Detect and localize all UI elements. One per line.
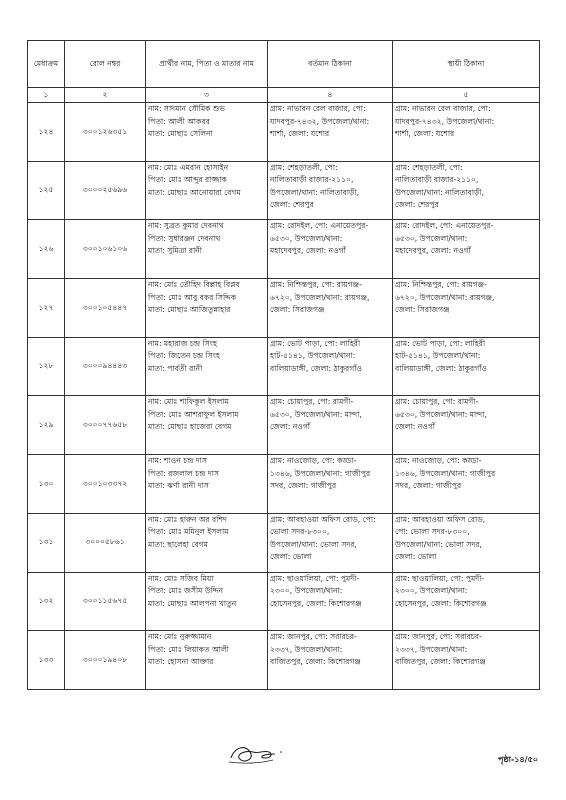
- address-line: উপজেলা/থানা: নালিতাবাড়ী,: [270, 187, 360, 197]
- serial-cell: ১৩২: [28, 572, 65, 631]
- address-line: ৬৭২০, উপজেলা/থানা: রায়গঞ্জ,: [395, 292, 495, 302]
- column-header-permanent-address: স্থায়ী ঠিকানা: [393, 41, 540, 88]
- present-address-cell: [268, 631, 393, 690]
- address-line: জেলা: সিরাজগঞ্জ: [270, 305, 325, 315]
- address-line: জেলা: সিরাজগঞ্জ: [395, 305, 450, 315]
- roll-cell: ৩০০০৯৪৪৪৩: [65, 337, 146, 396]
- candidate-info-line: নাম: মোঃ শাফিকুল ইসলাম: [148, 397, 229, 407]
- address-line: গ্রাম: নাওজোড়, পো: কড্ডা-: [395, 456, 482, 466]
- address-line: ৬৫৩০, উপজেলা/থানা:: [395, 233, 468, 243]
- address-line: পো: ভোলা সদর-৮৩০০,: [395, 527, 470, 537]
- candidate-info-line: পিতা: মোঃ আশরাফুল ইসলাম: [148, 409, 239, 419]
- address-line: ২৩০০, উপজেলা/থানা:: [270, 586, 343, 595]
- address-line: ৬৫৩০, উপজেলা/থানা:: [270, 233, 343, 243]
- address-line: হাট-৫১৪১, উপজেলা/থানা:: [395, 351, 481, 361]
- candidate-info-cell: [146, 455, 268, 514]
- address-line: গ্রাম: আবহাওয়া অফিস রোড,: [395, 514, 486, 524]
- table-row: [28, 279, 540, 338]
- roll-cell: ৩০০০২৫৬৯৬: [65, 161, 146, 220]
- roll-cell: ৩০০১১৫৬৭৫: [65, 572, 146, 631]
- roll-cell: ৩০০১২৬৩৫১: [65, 103, 146, 162]
- address-line: গ্রাম: রোদইল, পো: এনায়েতপুর-: [395, 221, 494, 231]
- table-row: [28, 161, 540, 220]
- address-line: গ্রাম: নাভারন রেল বাজার, পো:: [270, 104, 366, 113]
- candidate-info-line: মাতা: ছালেহা বেগম: [148, 539, 208, 549]
- address-line: গ্রাম: শেহড়াতলী, পো:: [395, 162, 463, 172]
- candidate-info-line: মাতা: মোছাঃ আজিতুন্নাহার: [148, 305, 231, 315]
- present-address-cell: [268, 513, 393, 572]
- candidate-info-line: পিতা: রজলাল চন্দ্র দাস: [148, 468, 219, 478]
- candidate-info-cell: [146, 513, 268, 572]
- address-line: গ্রাম: রোদইল, পো: এনায়েতপুর-: [270, 221, 369, 231]
- column-number: ৩: [146, 88, 268, 103]
- address-line: জেলা: ভোলা: [270, 552, 312, 562]
- candidate-info-line: পিতা: আলী আকবর: [148, 116, 210, 126]
- address-line: গ্রাম: ছাওয়ালিয়া, পো: পুমদী-: [395, 573, 485, 583]
- candidate-info-line: পিতা: মোঃ জসীম উদ্দিন: [148, 586, 224, 595]
- candidate-info-line: মাতা: ঝর্ণা রানী দাস: [148, 481, 209, 491]
- present-address-cell: [268, 572, 393, 631]
- address-line: শার্শা, জেলা: যশোর: [270, 129, 330, 138]
- candidate-info-line: পিতা: মোঃ আবু বকর সিদ্দিক: [148, 292, 237, 302]
- serial-cell: ১২৬: [28, 220, 65, 279]
- address-line: গ্রাম: শেহড়াতলী, পো:: [270, 162, 338, 172]
- address-line: গ্রাম: জানপুর, পো: সরারচর-: [270, 632, 357, 642]
- candidate-info-line: মাতা: মোছাঃ আনোয়ারা বেগম: [148, 187, 241, 197]
- candidate-info-line: নাম: মোঃ হারুন অর রশিদ: [148, 514, 227, 524]
- page-number: পৃষ্ঠা-১৪/৫০: [498, 755, 538, 764]
- address-line: গ্রাম: চোয়াপুর, পো: রামগী-: [395, 397, 479, 407]
- candidate-info-line: মাতা: পার্বতী রানী: [148, 363, 203, 373]
- candidate-info-line: নাম: সাদমান সৌমিক শুভ: [148, 104, 226, 113]
- serial-cell: ১২৪: [28, 103, 65, 162]
- candidate-info-cell: [146, 279, 268, 338]
- address-line: উপজেলা/থানা: ভোলা সদর,: [270, 539, 357, 549]
- column-header-serial: মেধাক্রম: [28, 41, 65, 88]
- permanent-address-cell: [393, 513, 540, 572]
- roll-cell: ৩০০১০৩৩৭২: [65, 455, 146, 514]
- present-address-cell: [268, 103, 393, 162]
- column-header-name: প্রার্থীর নাম, পিতা ও মাতার নাম: [146, 41, 268, 88]
- permanent-address-cell: [393, 103, 540, 162]
- present-address-cell: [268, 337, 393, 396]
- serial-cell: ১২৭: [28, 279, 65, 338]
- address-line: নালিতাবাড়ী বাজার-২১১০,: [270, 175, 354, 185]
- candidate-info-cell: [146, 161, 268, 220]
- address-line: ভোলা সদর-৮৩০০,: [270, 527, 330, 537]
- roll-cell: ৩০০০১৯৪০৮: [65, 631, 146, 690]
- permanent-address-cell: [393, 631, 540, 690]
- candidate-info-line: পিতা: জিতেন চন্দ্র সিংহ: [148, 351, 220, 361]
- roll-cell: ৩০০১০৬১০৬: [65, 220, 146, 279]
- signature-image: [225, 740, 285, 770]
- address-line: হাট-৫১৪১, উপজেলা/থানা:: [270, 351, 356, 361]
- candidate-info-line: নাম: মোঃ সজিব মিয়া: [148, 573, 214, 583]
- serial-cell: ১২৯: [28, 396, 65, 455]
- address-line: সদর, জেলা: গাজীপুর: [395, 481, 462, 491]
- address-line: বাজিতপুর, জেলা: কিশোরগঞ্জ: [395, 657, 486, 667]
- candidate-info-line: মাতা: মোছাঃ আলপনা খাতুন: [148, 598, 237, 608]
- address-line: মহাদেবপুর, জেলা: নওগাঁ: [270, 246, 346, 256]
- address-line: জেলা: নওগাঁ: [395, 422, 436, 432]
- candidate-info-line: নাম: মোঃ তৌহিদ বিল্লাহ বিপ্লব: [148, 280, 240, 290]
- table-row: [28, 513, 540, 572]
- roll-cell: ৩০০০৭৭৬৫৮: [65, 396, 146, 455]
- column-header-present-address: বর্তমান ঠিকানা: [268, 41, 393, 88]
- column-header-roll: রোল নম্বর: [65, 41, 146, 88]
- address-line: জেলা: শেরপুর: [270, 200, 314, 210]
- table-body: [28, 103, 540, 690]
- present-address-cell: [268, 396, 393, 455]
- serial-cell: ১৩৩: [28, 631, 65, 690]
- address-line: গ্রাম: নিশ্চিন্তপুর, পো: রায়গঞ্জ-: [395, 280, 487, 290]
- candidate-info-line: নাম: মহারাজ চন্দ্র সিংহ: [148, 338, 218, 348]
- candidate-info-line: নাম: শাওন চন্দ্র দাস: [148, 456, 208, 466]
- address-line: জেলা: ভোলা: [395, 552, 437, 562]
- serial-cell: ১৩১: [28, 513, 65, 572]
- address-line: গ্রাম: নাওজোড়, পো: কড্ডা-: [270, 456, 357, 466]
- candidate-info-line: মাতা: হোসনা আক্তার: [148, 657, 214, 667]
- candidate-info-line: পিতা: সুধারঞ্জন দেবনাথ: [148, 233, 221, 243]
- address-line: জেলা: নওগাঁ: [270, 422, 311, 432]
- candidate-info-cell: [146, 572, 268, 631]
- address-line: উপজেলা/থানা: নালিতাবাড়ী,: [395, 187, 485, 197]
- permanent-address-cell: [393, 455, 540, 514]
- serial-cell: ১২৫: [28, 161, 65, 220]
- permanent-address-cell: [393, 337, 540, 396]
- address-line: যাদবপুর-৭৪৩২, উপজেলা/থানা:: [395, 116, 495, 126]
- permanent-address-cell: [393, 396, 540, 455]
- candidate-info-line: মাতা: সুমিত্রা রানী: [148, 246, 202, 256]
- address-line: গ্রাম: চোয়াপুর, পো: রামগী-: [270, 397, 354, 407]
- candidate-info-line: পিতা: মোঃ মমিনুল ইসলাম: [148, 527, 229, 537]
- column-number-row: [28, 88, 540, 103]
- address-line: জেলা: শেরপুর: [395, 200, 439, 210]
- address-line: গ্রাম: নাভারন রেল বাজার, পো:: [395, 104, 491, 113]
- table-row: [28, 337, 540, 396]
- address-line: বাজিতপুর, জেলা: কিশোরগঞ্জ: [270, 657, 361, 667]
- address-line: ২৩৩৭, উপজেলা/থানা:: [270, 644, 343, 654]
- address-line: গ্রাম: নিশ্চিন্তপুর, পো: রায়গঞ্জ-: [270, 280, 362, 290]
- column-number: ১: [28, 88, 65, 103]
- address-line: ১৩৪৬, উপজেলা/থানা: গাজীপুর: [270, 468, 371, 478]
- header-row: [28, 41, 540, 88]
- roll-cell: ৩০০১০৫৪৪৭: [65, 279, 146, 338]
- present-address-cell: [268, 279, 393, 338]
- candidate-info-line: নাম: সুব্রত কুমার দেবনাথ: [148, 221, 224, 231]
- candidate-info-line: পিতা: মোঃ লিয়াকত আলী: [148, 644, 229, 654]
- permanent-address-cell: [393, 220, 540, 279]
- present-address-cell: [268, 220, 393, 279]
- candidate-info-cell: [146, 220, 268, 279]
- address-line: যাদবপুর-৭৪৩২, উপজেলা/থানা:: [270, 116, 370, 126]
- column-number: ৪: [268, 88, 393, 103]
- address-line: হোসেনপুর, জেলা: কিশোরগঞ্জ: [270, 598, 362, 608]
- address-line: গ্রাম: ভোট পাড়া, পো: লাহিরী: [270, 338, 361, 348]
- address-line: মহাদেবপুর, জেলা: নওগাঁ: [395, 246, 471, 256]
- table-row: [28, 572, 540, 631]
- candidate-info-cell: [146, 103, 268, 162]
- table-row: [28, 396, 540, 455]
- candidate-info-line: নাম: মোঃ এমরান হোসাইন: [148, 162, 229, 172]
- address-line: শার্শা, জেলা: যশোর: [395, 129, 455, 138]
- present-address-cell: [268, 455, 393, 514]
- permanent-address-cell: [393, 161, 540, 220]
- address-line: বালিয়াডাঙ্গী, জেলা: ঠাকুরগাঁও: [270, 363, 362, 373]
- serial-cell: ১২৮: [28, 337, 65, 396]
- candidate-table: [27, 40, 540, 690]
- serial-cell: ১৩০: [28, 455, 65, 514]
- address-line: ৬৭২০, উপজেলা/থানা: রায়গঞ্জ,: [270, 292, 370, 302]
- address-line: হোসেনপুর, জেলা: কিশোরগঞ্জ: [395, 598, 487, 608]
- candidate-info-line: পিতা: মোঃ আব্দুর রাজ্জাক: [148, 175, 227, 185]
- address-line: ১৩৪৬, উপজেলা/থানা: গাজীপুর: [395, 468, 496, 478]
- address-line: নালিতাবাড়ী বাজার-২১১০,: [395, 175, 479, 185]
- candidate-info-cell: [146, 396, 268, 455]
- candidate-info-line: মাতা: মোছাঃ সেলিনা: [148, 129, 213, 138]
- address-line: গ্রাম: ছাওয়ালিয়া, পো: পুমদী-: [270, 573, 360, 583]
- address-line: গ্রাম: আবহাওয়া অফিস রোড, পো:: [270, 514, 376, 524]
- address-line: উপজেলা/থানা: ভোলা সদর,: [395, 539, 482, 549]
- address-line: সদর, জেলা: গাজীপুর: [270, 481, 337, 491]
- address-line: ২৩০০, উপজেলা/থানা:: [395, 586, 468, 595]
- address-line: গ্রাম: জানপুর, পো: সরারচর-: [395, 632, 482, 642]
- candidate-info-line: মাতা: মোছাঃ হাজেরা বেগম: [148, 422, 232, 432]
- candidate-info-cell: [146, 337, 268, 396]
- address-line: ৬৫৩০, উপজেলা/থানা: মান্দা,: [395, 409, 487, 419]
- table-row: [28, 220, 540, 279]
- column-number: ৫: [393, 88, 540, 103]
- column-number: ২: [65, 88, 146, 103]
- address-line: বালিয়াডাঙ্গী, জেলা: ঠাকুরগাঁও: [395, 363, 487, 373]
- candidate-info-cell: [146, 631, 268, 690]
- permanent-address-cell: [393, 279, 540, 338]
- address-line: ২৩৩৭, উপজেলা/থানা:: [395, 644, 468, 654]
- address-line: গ্রাম: ভোট পাড়া, পো: লাহিরী: [395, 338, 486, 348]
- table-row: [28, 455, 540, 514]
- table-row: [28, 103, 540, 162]
- address-line: ৬৫৩০, উপজেলা/থানা: মান্দা,: [270, 409, 362, 419]
- candidate-info-line: নাম: মোঃ নুরুজ্জামান: [148, 632, 212, 642]
- present-address-cell: [268, 161, 393, 220]
- table-row: [28, 631, 540, 690]
- permanent-address-cell: [393, 572, 540, 631]
- roll-cell: ৩০০০৫৮৬১: [65, 513, 146, 572]
